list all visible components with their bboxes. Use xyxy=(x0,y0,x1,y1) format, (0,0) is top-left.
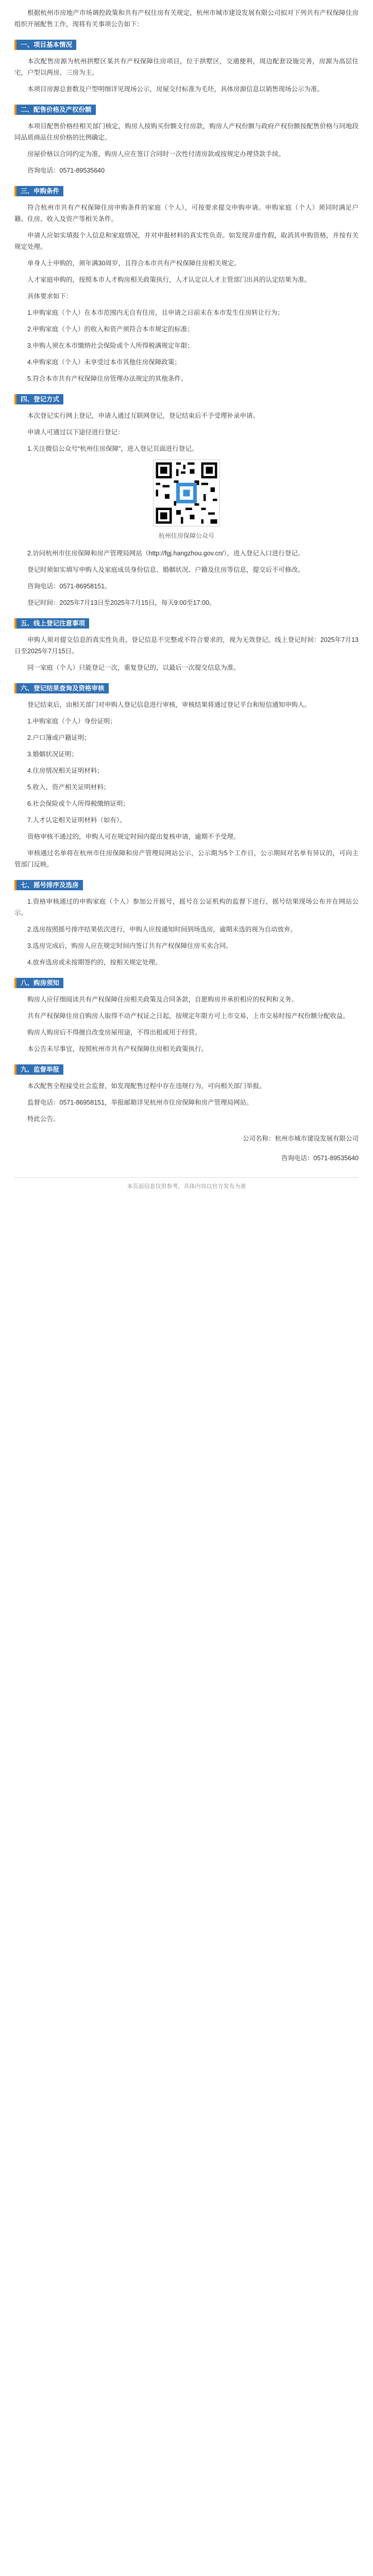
section-9 xyxy=(14,1064,359,1075)
paragraph: 本项目配售价格经相关部门核定，购房人按购买份额支付房款，购房人产权份额与政府产权份额按配售价格与同地段同品质商品住房价格的比例确定。 xyxy=(14,123,359,141)
list-item: 3.申购人须在本市缴纳社会保险或个人所得税满规定年限； xyxy=(27,342,194,349)
list-item: 6.社会保险或个人所得税缴纳证明； xyxy=(27,800,129,807)
section-2 xyxy=(14,104,359,115)
paragraph: 本次配售房源为杭州拱墅区某共有产权保障住房项目，位于拱墅区，交通便利，周边配套设施完善，房源为高层住宅，户型以两房、三房为主。 xyxy=(14,58,359,76)
list-item: 4.放弃选房或未按期签约的，按相关规定处理。 xyxy=(27,959,162,966)
list-item: 2.户口簿或户籍证明； xyxy=(27,734,91,741)
paragraph: 同一家庭（个人）只能登记一次，重复登记的，以最后一次提交信息为准。 xyxy=(27,664,240,671)
paragraph: 人才家庭申购的，按照本市人才购房相关政策执行，人才认定以人才主管部门出具的认定结果为准。 xyxy=(27,276,311,283)
qr-code-block xyxy=(14,460,359,541)
section-8 xyxy=(14,977,359,989)
paragraph: 本次配售全程接受社会监督，如发现配售过程中存在违规行为，可向相关部门举报。 xyxy=(27,1082,266,1090)
paragraph: 申请人应如实填报个人信息和家庭情况，并对申报材料的真实性负责。如发现弄虚作假，取消其申购资格，并按有关规定处理。 xyxy=(14,232,359,250)
section-heading: 一、项目基本情况 xyxy=(14,40,76,50)
list-item: 5.收入、资产相关证明材料； xyxy=(27,784,110,791)
paragraph: 申购人须对提交信息的真实性负责，登记信息不完整或不符合要求的，视为无效登记。线上登记时间：2025年7月13日至2025年7月15日。 xyxy=(14,636,359,655)
section-7 xyxy=(14,879,359,891)
qr-code-caption: 杭州住房保障公众号 xyxy=(158,532,214,539)
list-item: 7.人才认定相关证明材料（如有）。 xyxy=(27,817,126,824)
list-item: 2.申购家庭（个人）的收入和资产须符合本市规定的标准； xyxy=(27,326,194,333)
paragraph: 登记结束后，由相关部门对申购人登记信息进行审核，审核结果将通过登记平台和短信通知申购人。 xyxy=(27,701,311,708)
closing-line: 特此公告。 xyxy=(27,1115,60,1123)
company-signature: 公司名称：杭州市城市建设发展有限公司 xyxy=(242,1135,359,1142)
section-1 xyxy=(14,39,359,50)
section-3 xyxy=(14,185,359,197)
section-heading: 四、登记方式 xyxy=(14,394,63,404)
qr-code-image xyxy=(153,460,220,527)
section-6 xyxy=(14,683,359,694)
section-heading: 二、配售价格及产权份额 xyxy=(14,105,96,115)
paragraph: 房屋价格以合同约定为准，购房人应在签订合同时一次性付清房款或按规定办理贷款手续。 xyxy=(27,150,285,158)
paragraph: 申请人可通过以下途径进行登记： xyxy=(27,429,124,436)
company-contact: 咨询电话：0571-89535640 xyxy=(281,1155,359,1162)
page-footer: 本页面信息仅供参考，具体内容以官方发布为准 xyxy=(14,1177,359,1191)
list-item: 4.申购家庭（个人）未享受过本市其他住房保障政策； xyxy=(27,359,181,366)
list-item: 4.住房情况相关证明材料； xyxy=(27,767,104,774)
paragraph: 本次登记实行网上登记，申请人通过互联网登记，登记结束后不予受理补录申请。 xyxy=(27,412,260,419)
list-item: 5.符合本市共有产权保障住房管理办法规定的其他条件。 xyxy=(27,375,188,382)
section-5 xyxy=(14,618,359,629)
section-heading: 五、线上登记注意事项 xyxy=(14,618,89,629)
section-heading: 九、监督举报 xyxy=(14,1064,63,1075)
list-title: 具体要求如下： xyxy=(27,293,73,300)
date-line: 登记时间：2025年7月13日至2025年7月15日，每天9:00至17:00。 xyxy=(27,599,216,606)
list-item: 1.资格审核通过的申购家庭（个人）参加公开摇号，摇号在公证机构的监督下进行，摇号结果现场公布并在网站公示。 xyxy=(14,898,359,917)
paragraph: 1.关注微信公众号“杭州住房保障”，进入登记页面进行登记。 xyxy=(27,445,198,452)
section-heading: 六、登记结果查询及资格审核 xyxy=(14,683,109,693)
phone-line: 咨询电话：0571-89535640 xyxy=(27,167,105,174)
paragraph: 单身人士申购的，须年满30周岁，且符合本市共有产权保障住房相关规定。 xyxy=(27,260,241,267)
list-item: 1.申购家庭（个人）身份证明； xyxy=(27,718,116,725)
section-heading: 三、申购条件 xyxy=(14,186,63,196)
paragraph: 登记时须如实填写申购人及家庭成员身份信息、婚姻状况、户籍及住房等信息，提交后不可修改。 xyxy=(27,566,304,573)
paragraph: 资格审核不通过的，申购人可在规定时间内提出复核申请，逾期不予受理。 xyxy=(27,833,240,840)
list-item: 3.婚姻状况证明； xyxy=(27,751,78,758)
section-heading: 七、摇号排序及选房 xyxy=(14,880,83,890)
section-heading: 八、购房须知 xyxy=(14,978,63,988)
list-item: 2.选房按照摇号排序结果依次进行，申购人应按通知时间到场选房，逾期未选的视为自动放弃。 xyxy=(27,926,297,933)
paragraph: 审核通过名单将在杭州市住房保障和房产管理局网站公示，公示期为5个工作日，公示期间对名单有异议的，可向主管部门反映。 xyxy=(14,850,359,868)
section-4 xyxy=(14,394,359,405)
paragraph: 本公告未尽事宜，按照杭州市共有产权保障住房相关政策执行。 xyxy=(27,1045,208,1053)
paragraph: 符合杭州市共有产权保障住房申购条件的家庭（个人），可按要求提交申购申请。申购家庭（个人）须同时满足户籍、住房、收入及资产等相关条件。 xyxy=(14,204,359,223)
list-item: 3.选房完成后，购房人应在规定时间内签订共有产权保障住房买卖合同。 xyxy=(27,942,232,950)
paragraph: 共有产权保障住房自购房人取得不动产权证之日起，按规定年限方可上市交易，上市交易时按产权份额分配收益。 xyxy=(27,1012,350,1020)
paragraph: 购房人应仔细阅读共有产权保障住房相关政策及合同条款，自愿购房并承担相应的权利和义务。 xyxy=(27,996,298,1003)
paragraph: 2.访问杭州市住房保障和房产管理局网站（http://fgj.hangzhou.gov.cn/），进入登记入口进行登记。 xyxy=(27,550,304,557)
list-item: 1.申购家庭（个人）在本市范围内无自有住房，且申请之日前未在本市发生住房转让行为； xyxy=(27,309,284,316)
phone-line: 咨询电话：0571-86958151。 xyxy=(27,583,111,590)
phone-line: 监督电话：0571-86958151，举报邮箱详见杭州市住房保障和房产管理局网站。 xyxy=(27,1099,253,1106)
announcement xyxy=(14,0,359,1204)
intro-paragraph: 根据杭州市房地产市场调控政策和共有产权住房有关规定，杭州市城市建设发展有限公司拟对下列共有产权保障住房组织开展配售工作，现将有关事项公告如下： xyxy=(14,9,359,28)
paragraph: 本项目房源总套数及户型明细详见现场公示，房屋交付标准为毛坯，具体房源信息以销售现场公示为准。 xyxy=(27,86,324,93)
paragraph: 购房人购房后不得擅自改变房屋用途，不得出租或用于经营。 xyxy=(27,1029,201,1036)
